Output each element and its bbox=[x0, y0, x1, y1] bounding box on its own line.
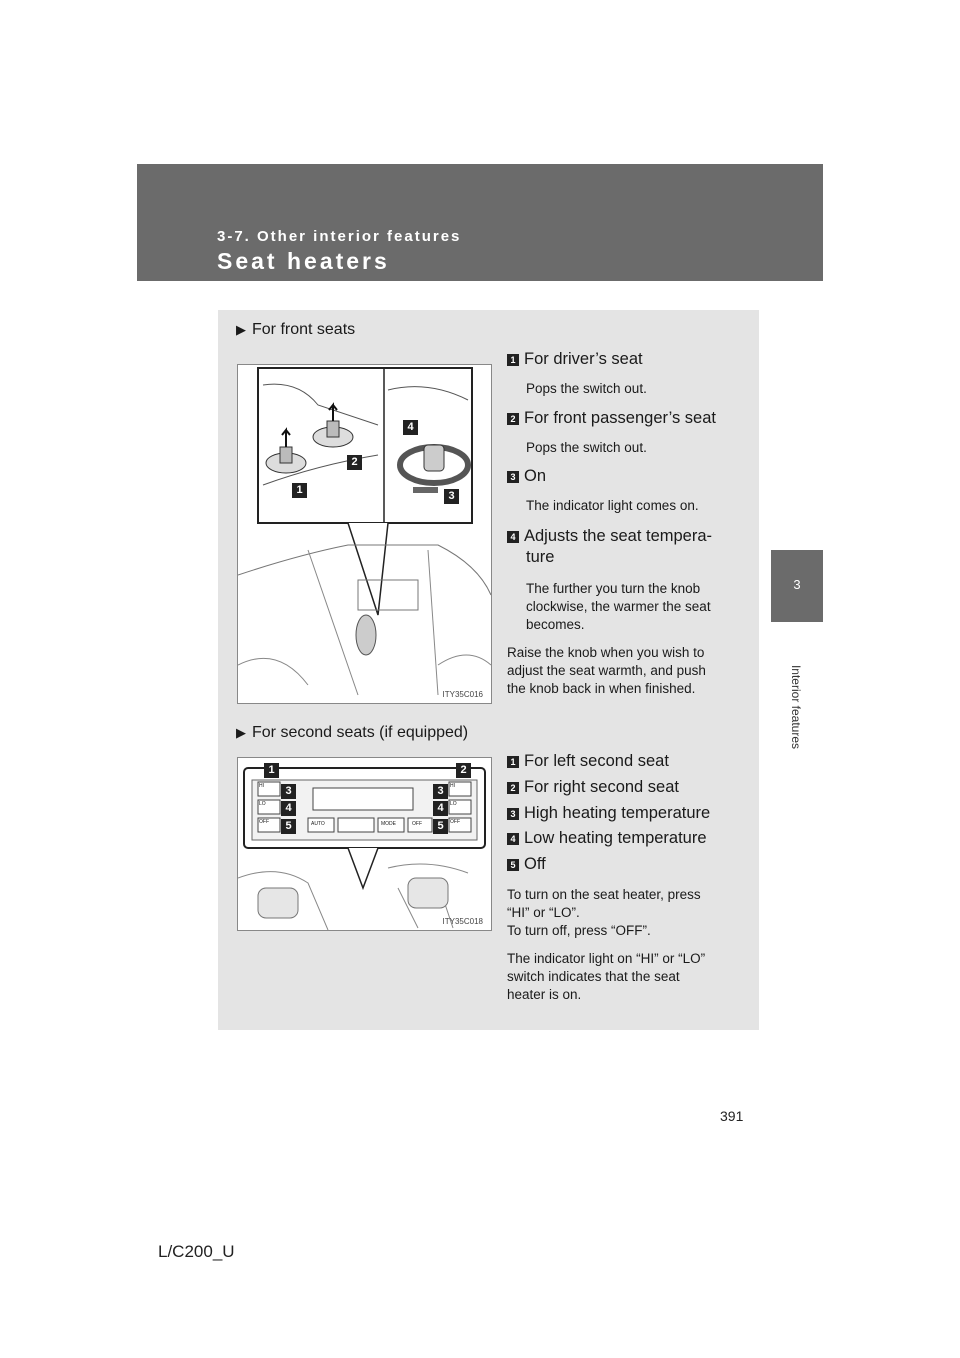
callout-1: 1 bbox=[292, 483, 307, 498]
item-number: 2 bbox=[507, 782, 519, 794]
item-number: 5 bbox=[507, 859, 519, 871]
panel-auto: AUTO bbox=[311, 821, 325, 827]
note-line: Raise the knob when you wish to bbox=[507, 645, 705, 660]
front-heading-text: For front seats bbox=[252, 321, 356, 338]
callout-1: 1 bbox=[264, 763, 279, 778]
item-label: For front passenger’s seat bbox=[524, 409, 716, 427]
callout-3-left: 3 bbox=[281, 784, 296, 799]
panel-fan-off: OFF bbox=[412, 821, 422, 827]
front-item-4 bbox=[507, 527, 712, 546]
item-label: For left second seat bbox=[524, 752, 669, 770]
page-number: 391 bbox=[720, 1108, 744, 1124]
panel-hi-right: HI bbox=[450, 783, 455, 789]
chapter-header bbox=[137, 164, 823, 281]
para-line: To turn off, press “OFF”. bbox=[507, 923, 651, 938]
front-item-1-desc: Pops the switch out. bbox=[526, 381, 647, 396]
panel-lo-left: LO bbox=[259, 801, 266, 807]
front-item-3 bbox=[507, 467, 546, 486]
para-line: “HI” or “LO”. bbox=[507, 905, 580, 920]
para-line: heater is on. bbox=[507, 987, 582, 1002]
item-label: Adjusts the seat tempera- bbox=[524, 527, 713, 545]
item-label: Off bbox=[524, 855, 546, 873]
figure-code: ITY35C018 bbox=[442, 917, 483, 926]
triangle-bullet-icon: ▶ bbox=[236, 322, 246, 337]
chapter-tab-label: Interior features bbox=[789, 664, 803, 750]
item-label: For driver’s seat bbox=[524, 350, 643, 368]
panel-mode: MODE bbox=[381, 821, 396, 827]
front-note bbox=[507, 644, 706, 698]
callout-3: 3 bbox=[444, 489, 459, 504]
second-paragraph-2 bbox=[507, 950, 705, 1004]
second-item-4 bbox=[507, 829, 707, 848]
note-line: the knob back in when finished. bbox=[507, 681, 696, 696]
front-seats-heading bbox=[236, 321, 355, 339]
callout-5-left: 5 bbox=[281, 819, 296, 834]
item-number: 4 bbox=[507, 833, 519, 845]
callout-5-right: 5 bbox=[433, 819, 448, 834]
panel-hi-left: HI bbox=[259, 783, 264, 789]
panel-lo-right: LO bbox=[450, 801, 457, 807]
front-item-2 bbox=[507, 409, 716, 428]
item-number: 1 bbox=[507, 354, 519, 366]
second-paragraph-1 bbox=[507, 886, 701, 940]
item-number: 3 bbox=[507, 471, 519, 483]
front-console-illustration bbox=[238, 365, 491, 703]
front-item-3-desc: The indicator light comes on. bbox=[526, 498, 699, 513]
item-number: 4 bbox=[507, 531, 519, 543]
item-label: On bbox=[524, 467, 547, 485]
callout-2: 2 bbox=[347, 455, 362, 470]
second-item-3 bbox=[507, 804, 710, 823]
desc-line: clockwise, the warmer the seat bbox=[526, 599, 711, 614]
second-item-5 bbox=[507, 855, 546, 874]
front-item-2-desc: Pops the switch out. bbox=[526, 440, 647, 455]
callout-4-right: 4 bbox=[433, 801, 448, 816]
panel-off-left: OFF bbox=[259, 819, 269, 825]
front-item-4-cont: ture bbox=[526, 548, 555, 566]
item-label: For right second seat bbox=[524, 778, 679, 796]
second-seats-heading bbox=[236, 724, 468, 742]
para-line: To turn on the seat heater, press bbox=[507, 887, 701, 902]
para-line: switch indicates that the seat bbox=[507, 969, 680, 984]
second-item-1 bbox=[507, 752, 669, 771]
front-item-4-desc bbox=[526, 580, 711, 634]
note-line: adjust the seat warmth, and push bbox=[507, 663, 706, 678]
item-number: 3 bbox=[507, 808, 519, 820]
callout-4-left: 4 bbox=[281, 801, 296, 816]
front-item-1 bbox=[507, 350, 643, 369]
item-label: High heating temperature bbox=[524, 804, 711, 822]
second-heading-text: For second seats (if equipped) bbox=[252, 724, 469, 741]
page-title: Seat heaters bbox=[217, 248, 390, 274]
second-seats-figure bbox=[237, 757, 492, 931]
panel-off-right: OFF bbox=[450, 819, 460, 825]
desc-line: becomes. bbox=[526, 617, 585, 632]
callout-3-right: 3 bbox=[433, 784, 448, 799]
para-line: The indicator light on “HI” or “LO” bbox=[507, 951, 706, 966]
front-seats-figure bbox=[237, 364, 492, 704]
footer-code: L/C200_U bbox=[158, 1242, 235, 1261]
callout-4: 4 bbox=[403, 420, 418, 435]
desc-line: The further you turn the knob bbox=[526, 581, 701, 596]
callout-2: 2 bbox=[456, 763, 471, 778]
item-label: Low heating temperature bbox=[524, 829, 707, 847]
second-item-2 bbox=[507, 778, 679, 797]
section-title: 3-7. Other interior features bbox=[217, 228, 462, 245]
figure-code: ITY35C016 bbox=[442, 690, 483, 699]
item-number: 2 bbox=[507, 413, 519, 425]
chapter-tab: 3 bbox=[771, 550, 823, 622]
item-number: 1 bbox=[507, 756, 519, 768]
triangle-bullet-icon: ▶ bbox=[236, 725, 246, 740]
